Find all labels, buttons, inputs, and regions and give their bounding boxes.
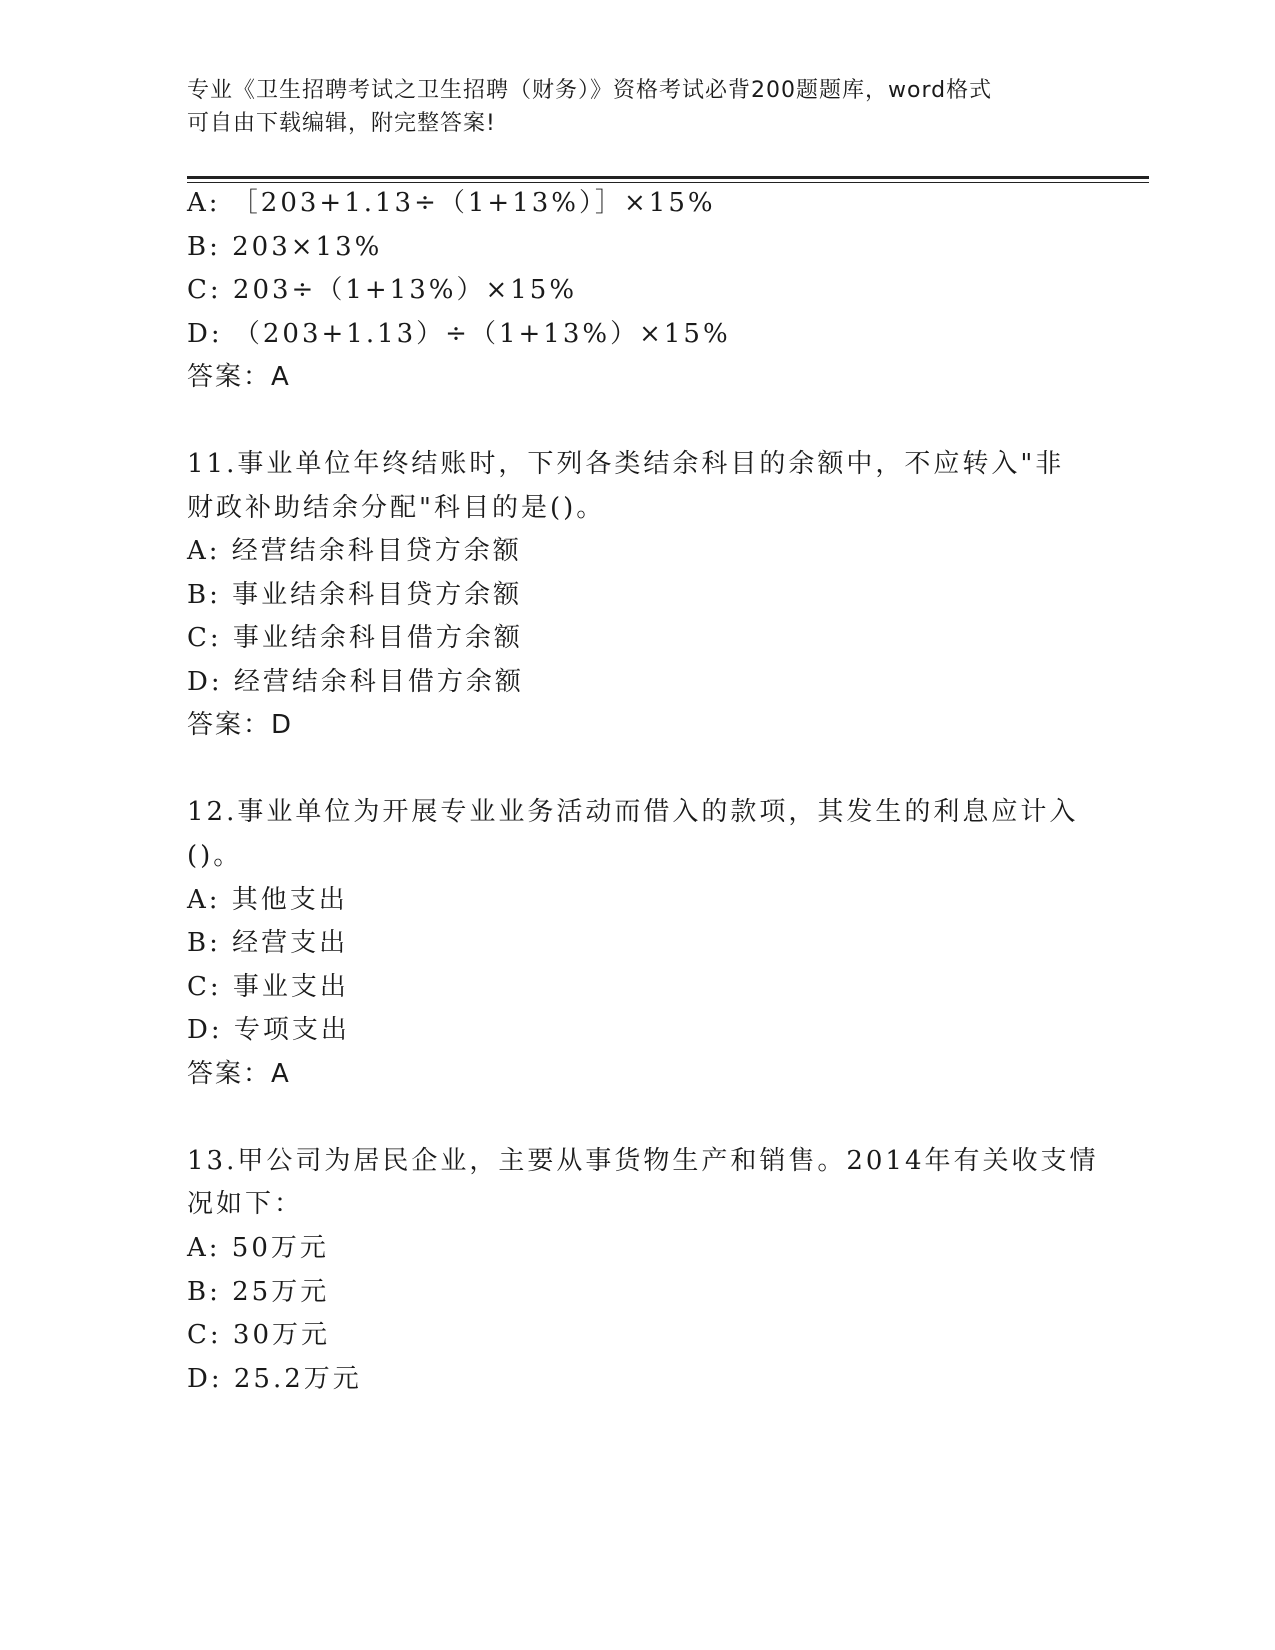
document-header: [187, 74, 1087, 140]
q13-option-d: D: 25.2万元: [187, 1364, 362, 1394]
q12-stem-line-1: 12.事业单位为开展专业业务活动而借入的款项，其发生的利息应计入: [187, 797, 1079, 827]
q12-stem-line-2: ()。: [187, 841, 243, 871]
header-title-line-1: 专业《卫生招聘考试之卫生招聘（财务）》资格考试必背200题题库，word格式: [187, 78, 993, 103]
header-title-line-2: 可自由下载编辑，附完整答案!: [187, 111, 496, 136]
q13-stem-line-1: 13.甲公司为居民企业，主要从事货物生产和销售。2014年有关收支情: [187, 1146, 1099, 1176]
q12-option-b: B: 经营支出: [187, 928, 349, 958]
q13-option-a: A: 50万元: [187, 1233, 329, 1263]
q11-option-c: C: 事业结余科目借方余额: [187, 623, 523, 653]
header-divider-thick: [187, 176, 1149, 179]
q13-option-c: C: 30万元: [187, 1320, 331, 1350]
q11-option-a: A: 经营结余科目贷方余额: [187, 536, 522, 566]
q12-option-d: D: 专项支出: [187, 1015, 350, 1045]
q10-option-b: B: 203×13%: [187, 232, 383, 262]
q12-answer: 答案：A: [187, 1059, 291, 1089]
q10-option-d: D: （203+1.13）÷（1+13%）×15%: [187, 319, 731, 349]
q12-option-a: A: 其他支出: [187, 885, 348, 915]
q10-option-a: A: ［203+1.13÷（1+13%）］×15%: [187, 188, 716, 218]
q11-option-d: D: 经营结余科目借方余额: [187, 667, 524, 697]
q11-stem-line-2: 财政补助结余分配"科目的是()。: [187, 493, 606, 523]
q13-stem-line-2: 况如下：: [187, 1189, 304, 1219]
q11-option-b: B: 事业结余科目贷方余额: [187, 580, 523, 610]
header-divider-thin: [187, 182, 1149, 183]
q10-answer: 答案：A: [187, 362, 291, 392]
q13-option-b: B: 25万元: [187, 1277, 330, 1307]
q11-answer: 答案：D: [187, 710, 294, 740]
q12-option-c: C: 事业支出: [187, 972, 349, 1002]
q11-stem-line-1: 11.事业单位年终结账时，下列各类结余科目的余额中，不应转入"非: [187, 449, 1065, 479]
q10-option-c: C: 203÷（1+13%）×15%: [187, 275, 578, 305]
